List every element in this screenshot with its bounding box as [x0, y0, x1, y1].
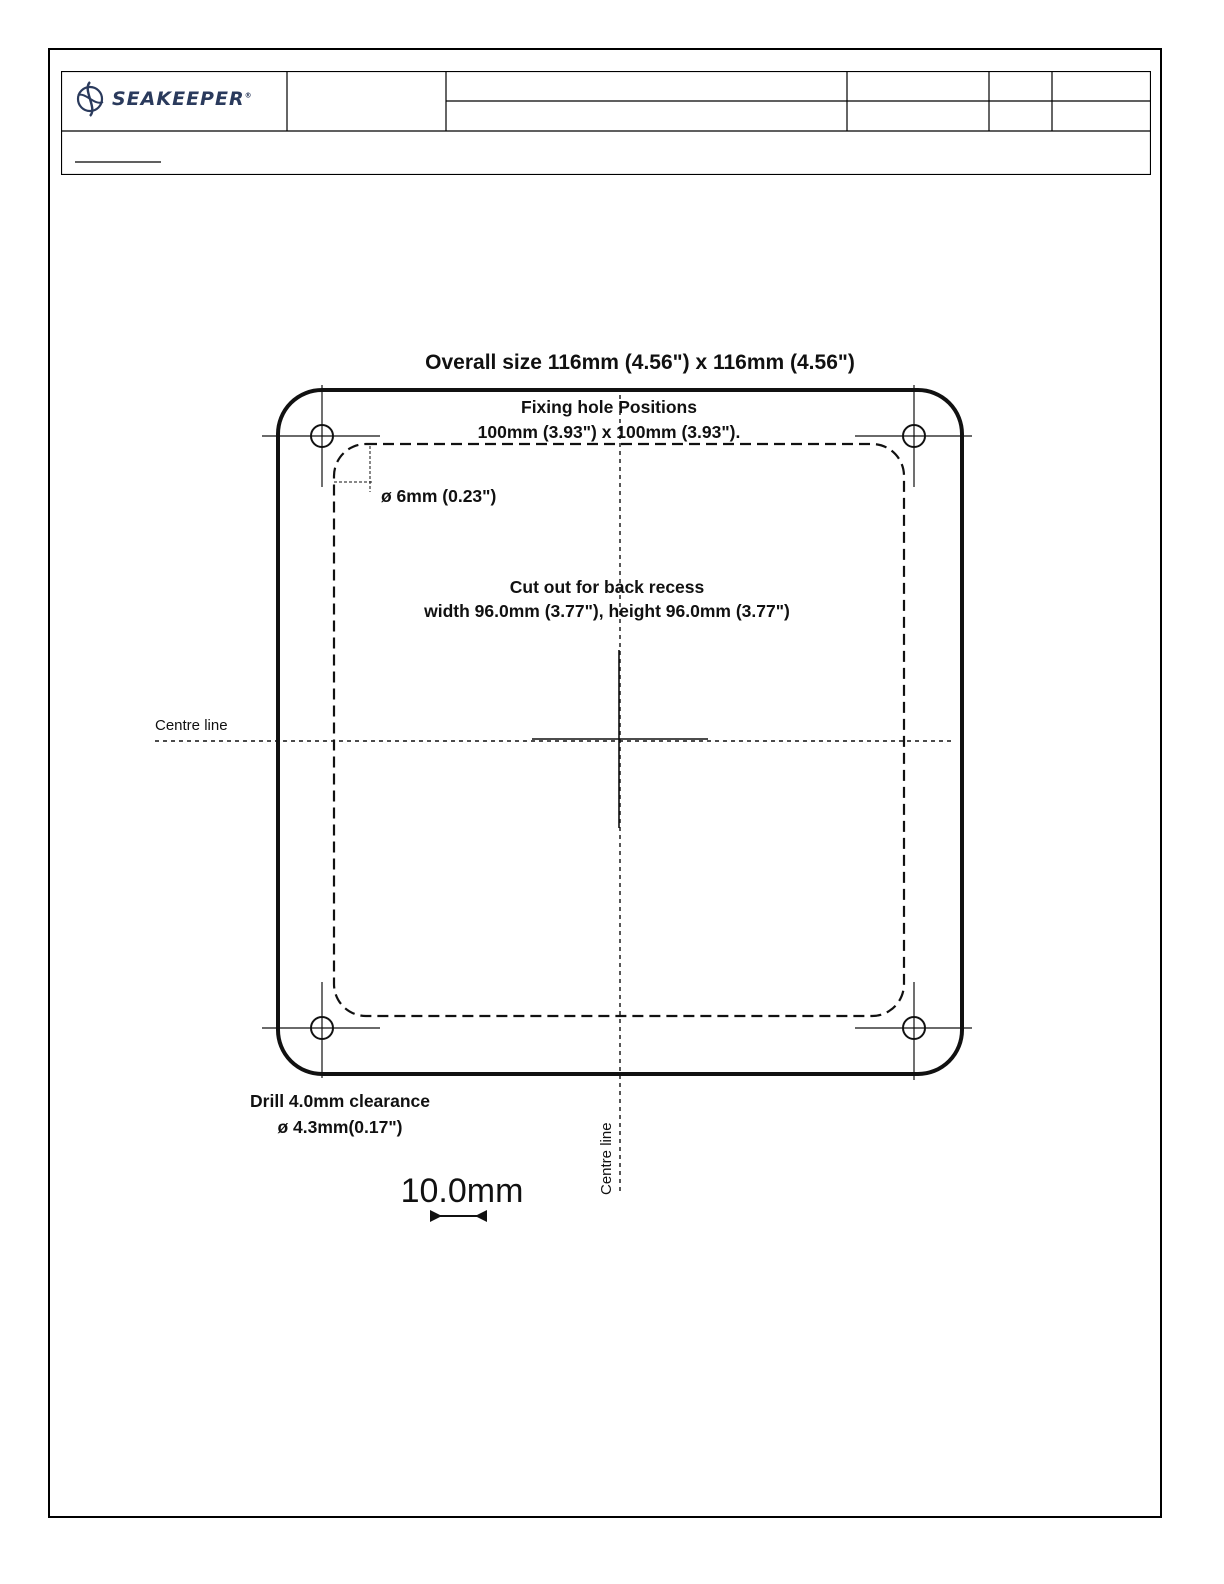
cutout-dims: width 96.0mm (3.77"), height 96.0mm (3.77"): [424, 601, 790, 621]
centre-line-label-horizontal: Centre line: [155, 717, 228, 734]
logo-text: SEAKEEPER: [112, 88, 245, 110]
scale-bar: [430, 1210, 487, 1222]
scale-label: 10.0mm: [400, 1172, 524, 1210]
overall-size-label: Overall size 116mm (4.56") x 116mm (4.56"): [425, 351, 855, 374]
fixing-hole-title: Fixing hole Positions: [521, 397, 697, 417]
hole-diameter-label: ø 6mm (0.23"): [381, 486, 497, 506]
centre-line-label-vertical: Centre line: [598, 1122, 615, 1195]
drill-clearance-line2: ø 4.3mm(0.17"): [277, 1117, 403, 1137]
cutout-title: Cut out for back recess: [509, 577, 705, 597]
registered-mark: ®: [244, 91, 253, 100]
fixing-hole-top-right: [855, 385, 972, 487]
drill-clearance-line1: Drill 4.0mm clearance: [250, 1091, 430, 1111]
fixing-hole-dims: 100mm (3.93") x 100mm (3.93").: [477, 422, 741, 442]
fixing-hole-bottom-right: [855, 982, 972, 1080]
corner-radius-dimension: [334, 446, 372, 492]
